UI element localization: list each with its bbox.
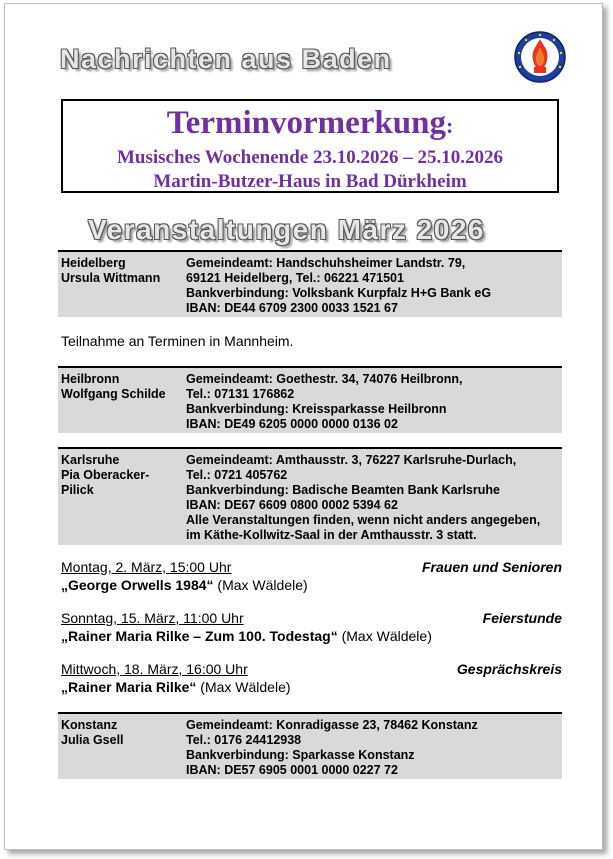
event-title: „Rainer Maria Rilke – Zum 100. Todestag“ xyxy=(61,628,338,644)
group-detail-line: 69121 Heidelberg, Tel.: 06221 471501 xyxy=(186,271,404,285)
group-city: Heidelberg xyxy=(61,256,126,270)
event-author: (Max Wäldele) xyxy=(196,679,291,695)
candle-flame-logo-icon xyxy=(514,31,566,83)
group-person: Ursula Wittmann xyxy=(61,271,161,285)
event-date: Montag, 2. März, 15:00 Uhr xyxy=(61,559,232,575)
group-contact xyxy=(61,453,179,498)
group-heidelberg xyxy=(58,250,562,317)
group-detail-line: Gemeindeamt: Handschuhsheimer Landstr. 79, xyxy=(186,256,466,270)
masthead-title: Nachrichten aus Baden xyxy=(60,44,392,74)
section-heading: Veranstaltungen März 2026 xyxy=(88,214,485,245)
group-person: Pia Oberacker- xyxy=(61,468,150,482)
group-contact xyxy=(61,718,179,748)
event-item xyxy=(61,559,562,593)
event-title: „George Orwells 1984“ xyxy=(61,577,214,593)
group-details xyxy=(186,372,562,432)
event-category: Gesprächskreis xyxy=(456,661,562,677)
group-person: Wolfgang Schilde xyxy=(61,387,166,401)
group-contact xyxy=(61,256,179,286)
event-date: Mittwoch, 18. März, 16:00 Uhr xyxy=(61,661,248,677)
termin-box xyxy=(61,99,559,193)
group-detail-line: Bankverbindung: Kreissparkasse Heilbronn xyxy=(186,402,447,416)
termin-title-text: Terminvormerkung xyxy=(166,105,446,141)
event-author: (Max Wäldele) xyxy=(213,577,308,593)
event-title-line xyxy=(61,679,562,695)
event-date: Sonntag, 15. März, 11:00 Uhr xyxy=(61,610,244,626)
group-detail-line: Gemeindeamt: Goethestr. 34, 74076 Heilbronn, xyxy=(186,372,463,386)
group-person-cont: Pilick xyxy=(61,483,94,497)
event-category: Feierstunde xyxy=(482,610,562,626)
group-detail-line: Bankverbindung: Sparkasse Konstanz xyxy=(186,748,415,762)
event-author: (Max Wäldele) xyxy=(337,628,432,644)
group-detail-line: IBAN: DE67 6609 0800 0002 5394 62 xyxy=(186,498,398,512)
group-detail-line: Bankverbindung: Badische Beamten Bank Karlsruhe xyxy=(186,483,500,497)
group-heilbronn xyxy=(58,366,562,433)
group-detail-line: IBAN: DE49 6205 0000 0000 0136 02 xyxy=(186,417,398,431)
group-detail-line: Gemeindeamt: Amthausstr. 3, 76227 Karlsruhe-Durlach, xyxy=(186,453,517,467)
group-detail-line: IBAN: DE57 6905 0001 0000 0227 72 xyxy=(186,763,398,777)
group-detail-line: Gemeindeamt: Konradigasse 23, 78462 Konstanz xyxy=(186,718,478,732)
group-city: Heilbronn xyxy=(61,372,120,386)
termin-title xyxy=(63,103,557,146)
group-detail-line: Tel.: 0721 405762 xyxy=(186,468,288,482)
group-person: Julia Gsell xyxy=(61,733,124,747)
event-title-line xyxy=(61,628,562,644)
group-karlsruhe xyxy=(58,447,562,545)
group-detail-line: Bankverbindung: Volksbank Kurpfalz H+G Bank eG xyxy=(186,286,492,300)
group-detail-line: im Käthe-Kollwitz-Saal in der Amthausstr. 3 statt. xyxy=(186,528,477,542)
group-city: Konstanz xyxy=(61,718,118,732)
event-title: „Rainer Maria Rilke“ xyxy=(61,679,197,695)
event-title-line xyxy=(61,577,562,593)
termin-line-1: Musisches Wochenende 23.10.2026 – 25.10.2026 xyxy=(116,147,503,168)
group-details xyxy=(186,718,562,778)
group-details xyxy=(186,453,562,543)
group-detail-line: Tel.: 0176 24412938 xyxy=(186,733,302,747)
termin-line-2: Martin-Butzer-Haus in Bad Dürkheim xyxy=(153,171,467,192)
group-city: Karlsruhe xyxy=(61,453,120,467)
note-text: Teilnahme an Terminen in Mannheim. xyxy=(61,333,294,349)
termin-title-colon: : xyxy=(445,113,454,138)
event-item xyxy=(61,610,562,644)
event-category: Frauen und Senioren xyxy=(421,559,562,575)
group-details xyxy=(186,256,562,316)
event-item xyxy=(61,661,562,695)
group-konstanz xyxy=(58,712,562,779)
group-contact xyxy=(61,372,179,402)
group-detail-line: Alle Veranstaltungen finden, wenn nicht anders angegeben, xyxy=(186,513,541,527)
group-detail-line: IBAN: DE44 6709 2300 0033 1521 67 xyxy=(186,301,398,315)
group-detail-line: Tel.: 07131 176862 xyxy=(186,387,295,401)
